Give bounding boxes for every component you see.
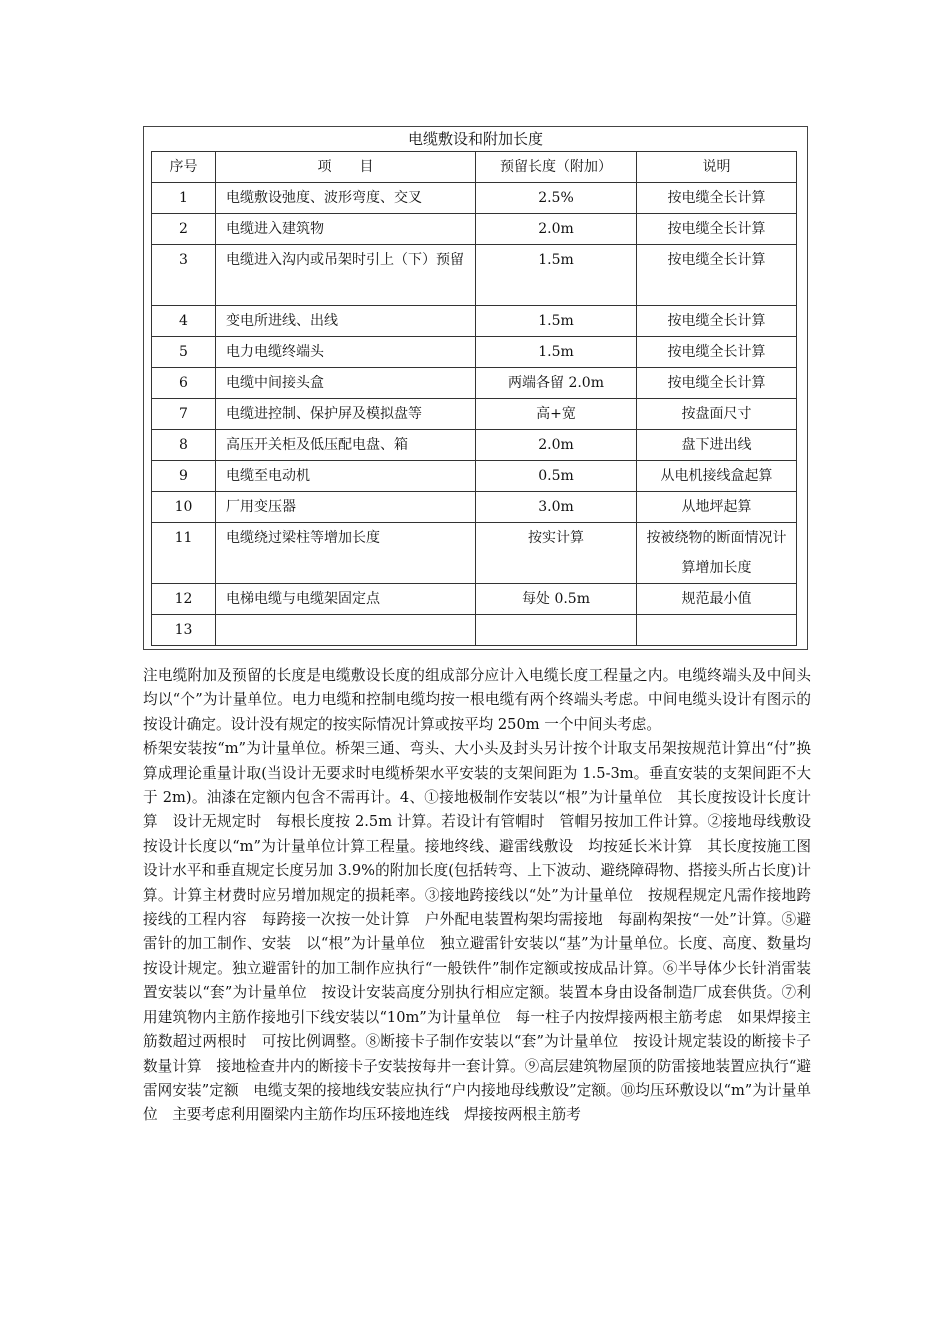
- cell-length: 按实计算: [476, 523, 637, 584]
- table-row: [152, 399, 797, 430]
- cell-note: 按电缆全长计算: [637, 368, 797, 399]
- cell-length: 1.5m: [476, 306, 637, 337]
- cell-item: 电缆敷设弛度、波形弯度、交叉: [216, 183, 476, 214]
- cell-length: 2.0m: [476, 214, 637, 245]
- table-row: [152, 368, 797, 399]
- cell-item: 电力电缆终端头: [216, 337, 476, 368]
- header-item: 项 目: [216, 152, 476, 183]
- table-row: [152, 584, 797, 615]
- table-row: [152, 306, 797, 337]
- table-row: [152, 245, 797, 306]
- cell-note: 规范最小值: [637, 584, 797, 615]
- cell-length: 2.0m: [476, 430, 637, 461]
- cell-length: 3.0m: [476, 492, 637, 523]
- cell-item: 电缆进控制、保护屏及模拟盘等: [216, 399, 476, 430]
- table-row: [152, 337, 797, 368]
- table-row: [152, 492, 797, 523]
- cell-length: [476, 615, 637, 646]
- cell-note: 从电机接线盒起算: [637, 461, 797, 492]
- cell-note: 按电缆全长计算: [637, 245, 797, 306]
- cell-length: 1.5m: [476, 337, 637, 368]
- cell-no: 6: [152, 368, 216, 399]
- table-row: [152, 523, 797, 584]
- cell-no: 7: [152, 399, 216, 430]
- paragraph-tray-grounding: 桥架安装按“m”为计量单位。桥架三通、弯头、大小头及封头另计按个计取支吊架按规范计算出“付”换算成理论重量计取(当设计无要求时电缆桥架水平安装的支架间距为 1.5-3m。垂直安装的支架间距不大于 2m)。油漆在定额内包含不需再计。4、①接地极制作安装以“根”为计量单位 其长度按设计长度计算 设计无规定时 每根长度按 2.5m 计算。若设计有管帽时 管帽另按加工件计算。②接地母线敷设 按设计长度以“m”为计量单位计算工程量。接地终线、避雷线敷设 均按延长米计算 其长度按施工图设计水平和垂直规定长度另加 3.9%的附加长度(包括转弯、上下波动、避绕障碍物、搭接头所占长度)计算。计算主材费时应另增加规定的损耗率。③接地跨接线以“处”为计量单位 按规程规定凡需作接地跨接线的工程内容 每跨接一次按一处计算 户外配电装置构架均需接地 每副构架按“一处”计算。⑤避雷针的加工制作、安装 以“根”为计量单位 独立避雷针安装以“基”为计量单位。长度、高度、数量均按设计规定。独立避雷针的加工制作应执行“一般铁件”制作定额或按成品计算。⑥半导体少长针消雷装置安装以“套”为计量单位 按设计安装高度分别执行相应定额。装置本身由设备制造厂成套供货。⑦利用建筑物内主筋作接地引下线安装以“10m”为计量单位 每一柱子内按焊接两根主筋考虑 如果焊接主筋数超过两根时 可按比例调整。⑧断接卡子制作安装以“套”为计量单位 按设计规定装设的断接卡子数量计算 接地检查井内的断接卡子安装按每井一套计算。⑨高层建筑物屋顶的防雷接地装置应执行“避雷网安装”定额 电缆支架的接地线安装应执行“户内接地母线敷设”定额。⑩均压环敷设以“m”为计量单位 主要考虑利用圈梁内主筋作均压环接地连线 焊接按两根主筋考: [143, 740, 826, 1124]
- table-title: 电缆敷设和附加长度: [407, 130, 543, 148]
- cell-no: 13: [152, 615, 216, 646]
- cell-note: 按电缆全长计算: [637, 306, 797, 337]
- cell-note: 按被绕物的断面情况计算增加长度: [637, 523, 797, 584]
- cell-no: 3: [152, 245, 216, 306]
- table-header-row: [152, 152, 797, 183]
- cell-length: 1.5m: [476, 245, 637, 306]
- paragraph-cable-note: 注电缆附加及预留的长度是电缆敷设长度的组成部分应计入电缆长度工程量之内。电缆终端头及中间头均以“个”为计量单位。电力电缆和控制电缆均按一根电缆有两个终端头考虑。中间电缆头设计有图示的按设计确定。设计没有规定的按实际情况计算或按平均 250m 一个中间头考虑。: [143, 667, 811, 733]
- cable-length-table-frame: [143, 126, 808, 650]
- cell-item: 电缆绕过梁柱等增加长度: [216, 523, 476, 584]
- table-row: [152, 615, 797, 646]
- cell-item: 电梯电缆与电缆架固定点: [216, 584, 476, 615]
- cell-no: 10: [152, 492, 216, 523]
- cell-note: 按电缆全长计算: [637, 183, 797, 214]
- cell-item: 变电所进线、出线: [216, 306, 476, 337]
- cell-item: 电缆中间接头盒: [216, 368, 476, 399]
- body-text: [143, 664, 826, 1128]
- cell-no: 2: [152, 214, 216, 245]
- cell-note: 按盘面尺寸: [637, 399, 797, 430]
- cell-item: 电缆进入建筑物: [216, 214, 476, 245]
- cell-note: 盘下进出线: [637, 430, 797, 461]
- cell-no: 9: [152, 461, 216, 492]
- table-row: [152, 214, 797, 245]
- cell-no: 11: [152, 523, 216, 584]
- cable-length-table: [151, 151, 797, 646]
- cell-note: 从地坪起算: [637, 492, 797, 523]
- cell-item: [216, 615, 476, 646]
- cell-length: 每处 0.5m: [476, 584, 637, 615]
- cell-item: 厂用变压器: [216, 492, 476, 523]
- cell-item: 电缆至电动机: [216, 461, 476, 492]
- cell-no: 5: [152, 337, 216, 368]
- table-row: [152, 430, 797, 461]
- cell-length: 0.5m: [476, 461, 637, 492]
- header-length: 预留长度（附加）: [476, 152, 637, 183]
- cell-no: 4: [152, 306, 216, 337]
- cell-length: 2.5%: [476, 183, 637, 214]
- cell-no: 8: [152, 430, 216, 461]
- cell-length: 高+宽: [476, 399, 637, 430]
- header-no: 序号: [152, 152, 216, 183]
- table-row: [152, 461, 797, 492]
- cell-no: 1: [152, 183, 216, 214]
- cell-item: 电缆进入沟内或吊架时引上（下）预留: [216, 245, 476, 306]
- cell-note: [637, 615, 797, 646]
- table-row: [152, 183, 797, 214]
- cell-no: 12: [152, 584, 216, 615]
- cell-length: 两端各留 2.0m: [476, 368, 637, 399]
- cell-note: 按电缆全长计算: [637, 337, 797, 368]
- header-note: 说明: [637, 152, 797, 183]
- cell-item: 高压开关柜及低压配电盘、箱: [216, 430, 476, 461]
- cell-note: 按电缆全长计算: [637, 214, 797, 245]
